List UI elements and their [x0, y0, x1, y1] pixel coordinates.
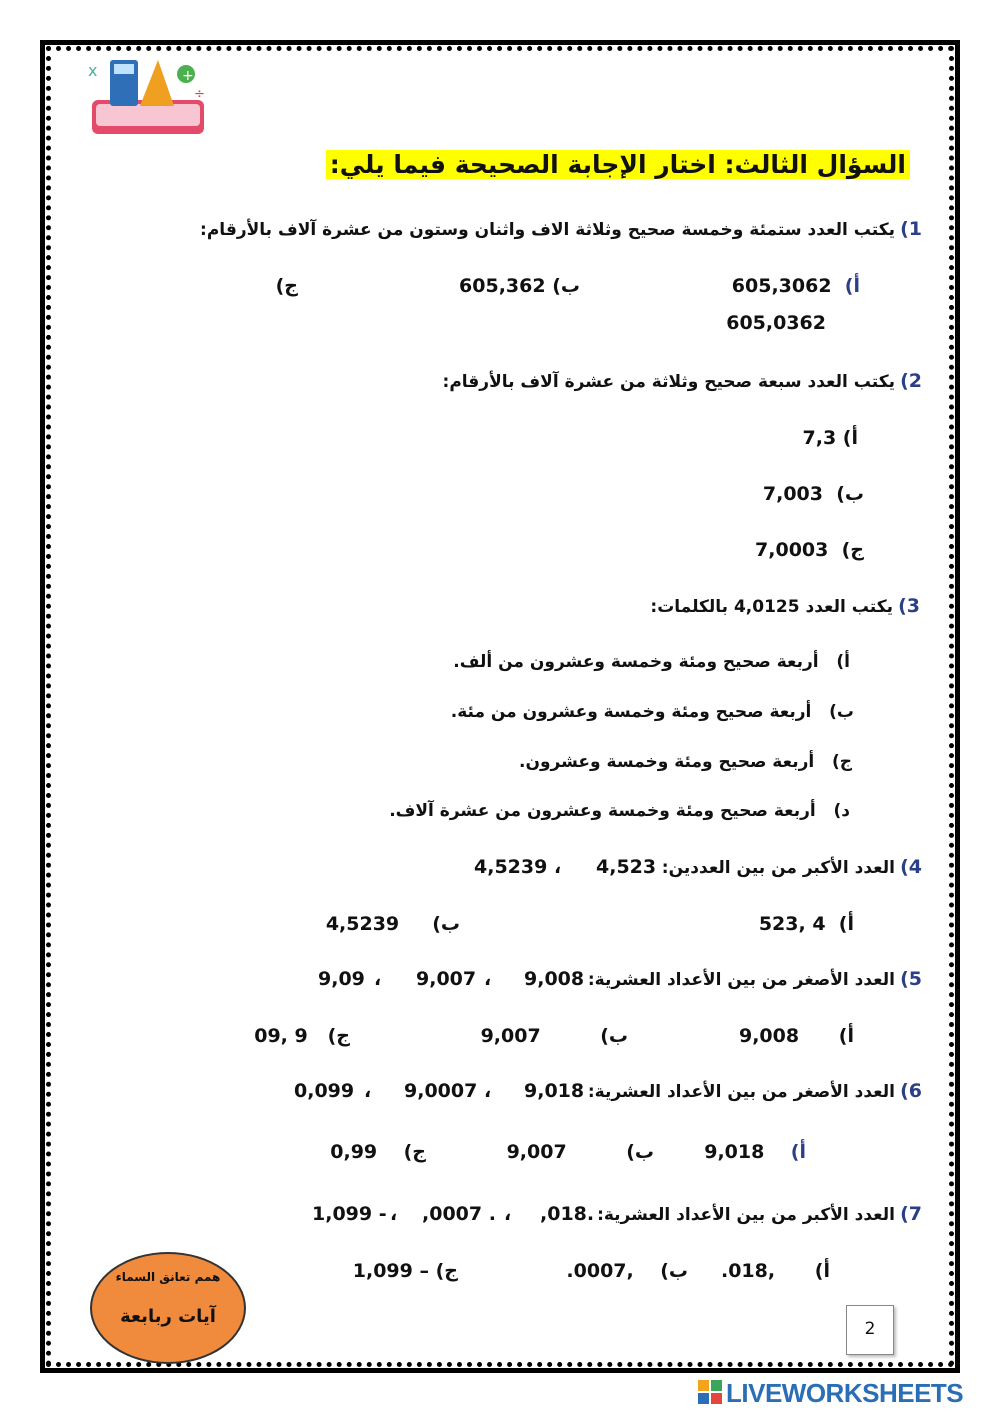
question-6 [588, 1080, 922, 1102]
q7-number-1: ,018. [540, 1203, 595, 1225]
option-label: ب) [600, 1025, 628, 1047]
question-text: العدد الأصغر من بين الأعداد العشرية: [587, 1082, 895, 1102]
question-3 [650, 595, 920, 617]
question-number: 6) [900, 1080, 922, 1102]
brand-name: LIVEWORKSHEETS [726, 1378, 964, 1408]
option-label: ج) [831, 752, 852, 772]
option-value: 4,5239 [325, 913, 400, 935]
question-text: يكتب العدد 4,0125 بالكلمات: [650, 597, 893, 617]
option-value: 7,0003 [755, 539, 829, 561]
q5-number-3: 9,09 [318, 968, 365, 990]
q7-option-b[interactable] [566, 1260, 688, 1282]
q4-option-b[interactable] [326, 913, 460, 935]
q5-separator-2: ، [374, 968, 382, 990]
q5-number-2: 9,007 [416, 968, 477, 990]
svg-text:÷: ÷ [194, 87, 205, 102]
option-label: أ) [838, 1025, 854, 1047]
option-label: أ) [838, 913, 854, 935]
question-text: يكتب العدد ستمئة وخمسة صحيح وثلاثة الاف واثنان وستون من عشرة آلاف بالأرقام: [200, 220, 895, 240]
page-number: 2 [846, 1305, 894, 1355]
option-value: أربعة صحيح ومئة وخمسة وعشرون. [519, 752, 815, 772]
q4-number-1: 4,523 [596, 856, 657, 878]
q7-option-c[interactable] [353, 1260, 458, 1282]
question-text: العدد الأصغر من بين الأعداد العشرية: [587, 970, 895, 990]
option-label: ب) [660, 1260, 688, 1282]
question-text: العدد الأكبر من بين العددين: [661, 858, 895, 878]
option-label: ب) [626, 1141, 654, 1163]
badge-slogan: همم تعانق السماء [115, 1270, 221, 1284]
option-label: ج) [435, 1260, 458, 1282]
q3-option-b[interactable] [451, 702, 854, 722]
option-value: 605,362 [459, 275, 546, 297]
q6-separator-2: ، [364, 1080, 372, 1102]
option-value: 4 ,523 [758, 913, 826, 935]
author-badge [90, 1252, 246, 1364]
q6-number-3: 0,099 [294, 1080, 355, 1102]
question-2 [443, 370, 922, 392]
q1-option-c-value: 605,0362 [726, 312, 826, 334]
page-title: السؤال الثالث: اختار الإجابة الصحيحة فيما يلي: [326, 150, 910, 179]
q5-number-1: 9,008 [524, 968, 585, 990]
q6-option-a[interactable] [704, 1141, 806, 1163]
q2-option-c[interactable] [755, 539, 864, 561]
q6-number-1: 9,018 [524, 1080, 585, 1102]
option-value: 9,007 [480, 1025, 541, 1047]
q5-option-b[interactable] [481, 1025, 628, 1047]
option-label: أ) [814, 1260, 830, 1282]
option-value: 0,99 [330, 1141, 378, 1163]
option-label: د) [833, 801, 850, 821]
question-number: 4) [900, 856, 922, 878]
option-label: أ) [842, 427, 858, 449]
q6-separator-1: ، [484, 1080, 492, 1102]
q3-option-a[interactable] [453, 652, 850, 672]
question-text: يكتب العدد سبعة صحيح وثلاثة من عشرة آلاف بالأرقام: [442, 372, 895, 392]
q7-number-2: ,0007 . [422, 1203, 496, 1225]
option-label: ب) [836, 483, 864, 505]
question-1 [200, 218, 922, 240]
option-value: أربعة صحيح ومئة وخمسة وعشرون من مئة. [450, 702, 812, 722]
option-value: 7,003 [762, 483, 823, 505]
liveworksheets-logo-icon [698, 1380, 722, 1404]
option-value: 9,018 [704, 1141, 765, 1163]
question-7 [597, 1203, 922, 1225]
option-label: أ) [836, 652, 850, 672]
option-value: 7,3 [802, 427, 837, 449]
q5-option-a[interactable] [739, 1025, 854, 1047]
option-value: 605,3062 [731, 275, 832, 297]
question-number: 5) [900, 968, 922, 990]
option-value: 9,008 [738, 1025, 800, 1047]
option-label: ج) [275, 275, 298, 297]
badge-author: آيات ربابعة [120, 1306, 216, 1327]
question-number: 7) [900, 1203, 922, 1225]
q1-option-b[interactable] [459, 275, 580, 297]
question-number: 2) [900, 370, 922, 392]
option-label: ج) [327, 1025, 350, 1047]
option-value: أربعة صحيح ومئة وخمسة وعشرون من عشرة آلاف. [389, 801, 816, 821]
q7-number-3: 1,099 - [312, 1203, 387, 1225]
option-value: 9 ,09 [254, 1025, 308, 1047]
question-number: 1) [900, 218, 922, 240]
option-label: ب) [432, 913, 460, 935]
question-4 [662, 856, 922, 878]
option-value: – 1,099 [352, 1260, 429, 1282]
option-label: ج) [841, 539, 864, 561]
question-5 [588, 968, 922, 990]
q7-option-a[interactable] [721, 1260, 830, 1282]
svg-text:+: + [182, 68, 194, 84]
option-value: ,018. [720, 1260, 776, 1282]
option-label: ج) [403, 1141, 426, 1163]
q6-number-2: 9,0007 [404, 1080, 478, 1102]
math-book-illustration [82, 52, 212, 144]
option-value: 9,007 [506, 1141, 567, 1163]
option-label: أ) [844, 275, 860, 297]
q3-option-d[interactable] [389, 801, 850, 821]
option-value: ,0007. [566, 1260, 634, 1282]
q6-option-c[interactable] [330, 1141, 426, 1163]
q1-option-a[interactable] [732, 275, 860, 297]
q4-number-2: 4,5239 [474, 856, 548, 878]
q7-separator-2: ، [390, 1203, 398, 1225]
q4-separator: ، [554, 856, 562, 878]
q7-separator-1: ، [504, 1203, 512, 1225]
q3-option-c[interactable] [519, 752, 852, 772]
option-label: أ) [790, 1141, 806, 1163]
option-label: ب) [829, 702, 854, 722]
svg-text:x: x [88, 61, 98, 80]
question-text: العدد الأكبر من بين الأعداد العشرية: [597, 1205, 895, 1225]
option-label: ب) [552, 275, 580, 297]
question-number: 3) [898, 595, 920, 617]
q2-option-a[interactable] [803, 427, 859, 449]
option-value: أربعة صحيح ومئة وخمسة وعشرون من ألف. [453, 652, 819, 672]
q2-option-b[interactable] [763, 483, 864, 505]
q5-option-c[interactable] [254, 1025, 350, 1047]
q4-option-a[interactable] [759, 913, 854, 935]
q1-option-c[interactable] [276, 275, 298, 297]
q5-separator-1: ، [484, 968, 492, 990]
q6-option-b[interactable] [507, 1141, 654, 1163]
